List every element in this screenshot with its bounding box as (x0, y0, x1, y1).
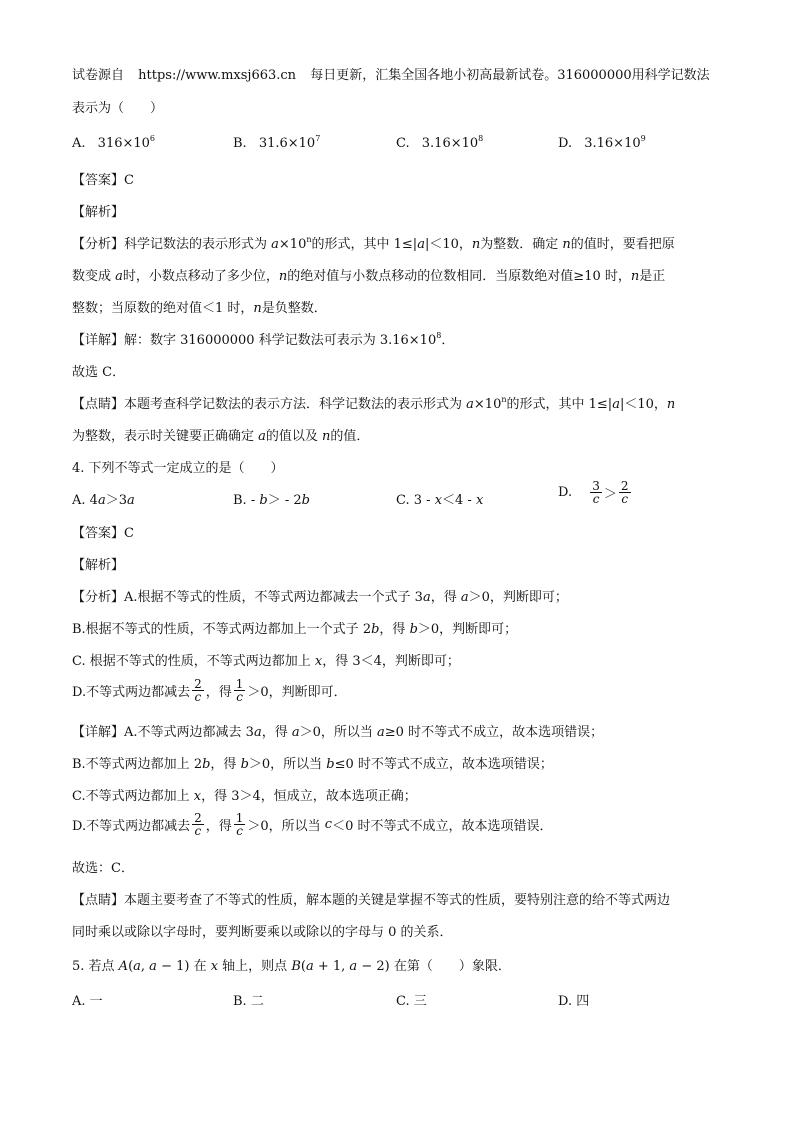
q3-xiangjie: 【详解】解：数字 316000000 科学记数法可表示为 $3.16\times 10^8$． (72, 331, 455, 348)
q3-dianjing-line-2: 为整数，表示时关键要正确确定 a的值以及 n的值． (72, 429, 370, 444)
q3-dianjing-line-1: 【点睛】本题考查科学记数法的表示方法．科学记数法的表示形式为 $a\times 10^n$的形式，其中 1≤|a|＜10，n (72, 395, 676, 412)
q4-dianjing-line-1: 【点睛】本题主要考查了不等式的性质，解本题的关键是掌握不等式的性质，要特别注意的给不等式两边 (72, 893, 671, 908)
option-exponent: 9 (640, 134, 646, 143)
q3-option-d[interactable] (558, 136, 646, 152)
q3-answer: 【答案】C (72, 173, 134, 188)
q4-option-d[interactable]: D. $\frac{3}{c}$ ＞ $\frac{2}{c}$ (558, 479, 629, 506)
option-exponent: 7 (315, 134, 321, 143)
q3-fenxi-line-1: 【分析】科学记数法的表示形式为 $a\times 10^n$的形式，其中 1≤|a|＜10，n为整数．确定 n的值时，要看把原 (72, 235, 675, 252)
q4-option-a[interactable]: A. 4a＞3a (72, 493, 135, 508)
source-label: 试卷源自 (72, 68, 125, 83)
q4-stem: 4. 下列不等式一定成立的是（ ） (72, 461, 284, 476)
fraction: $\frac{2}{c}$ (194, 677, 202, 704)
q5-option-a[interactable]: A. 一 (72, 994, 103, 1009)
q3-fenxi-line-2: 数变成 a时，小数点移动了多少位，n的绝对值与小数点移动的位数相同．当原数绝对值≥10 时，n是正 (72, 269, 666, 284)
q4-choose: 故选：C． (72, 861, 134, 876)
q3-option-b[interactable] (233, 136, 320, 152)
source-url-link[interactable]: https://www.mxsj663.cn (138, 68, 297, 83)
q4-fenxi-b: B.根据不等式的性质，不等式两边都加上一个式子 2b，得 b＞0，判断即可； (72, 622, 518, 637)
q4-fenxi-a: 【分析】A.根据不等式的性质，不等式两边都减去一个式子 3a，得 a＞0，判断即可； (72, 590, 568, 605)
fraction: $\frac{1}{c}$ (235, 677, 244, 704)
option-value: 3.16×10 (421, 136, 479, 151)
fraction: $\frac{3}{c}$ (592, 479, 600, 506)
q4-xiangjie-a: 【详解】A.不等式两边都减去 3a，得 a＞0，所以当 a≥0 时不等式不成立，故本选项错误； (72, 725, 604, 740)
fraction: $\frac{2}{c}$ (194, 811, 202, 838)
q4-fenxi-c: C. 根据不等式的性质，不等式两边都加上 x，得 3＜4，判断即可； (72, 654, 460, 669)
option-exponent: 8 (478, 134, 484, 143)
q3-stem-text: 316000000用科学记数法 (557, 68, 710, 83)
q3-fenxi-line-3: 整数；当原数的绝对值＜1 时，n是负整数． (72, 301, 327, 316)
q3-option-c[interactable] (396, 136, 483, 152)
q4-answer: 【答案】C (72, 526, 134, 541)
q4-xiangjie-d: D.不等式两边都减去 $\frac{2}{c}$ ，得 $\frac{1}{c}$ ＞0，所以当 c＜0 时不等式不成立，故本选项错误． (72, 811, 553, 838)
option-label: A. (72, 136, 86, 151)
option-label: D. (558, 136, 573, 151)
slogan-text: 每日更新，汇集全国各地小初高最新试卷。 (310, 68, 558, 83)
q4-xiangjie-c: C.不等式两边都加上 x，得 3＞4，恒成立，故本选项正确； (72, 789, 417, 804)
fraction: $\frac{1}{c}$ (235, 811, 244, 838)
q4-analysis-title: 【解析】 (72, 558, 125, 573)
q3-option-a[interactable] (72, 136, 155, 152)
q4-option-c[interactable]: C. 3 - x＜4 - x (396, 493, 484, 508)
q3-choose: 故选 C． (72, 365, 126, 380)
q5-option-b[interactable]: B. 二 (233, 994, 264, 1009)
q4-xiangjie-b: B.不等式两边都加上 2b，得 b＞0，所以当 b≤0 时不等式不成立，故本选项错误； (72, 757, 553, 772)
option-value: 31.6×10 (258, 136, 316, 151)
option-label: B. (233, 136, 247, 151)
q3-stem-cont: 表示为（ ） (72, 101, 164, 116)
q4-option-b[interactable]: B. - b＞ - 2b (233, 493, 310, 508)
q3-analysis-title: 【解析】 (72, 205, 125, 220)
option-exponent: 6 (149, 134, 156, 143)
q5-option-c[interactable]: C. 三 (396, 994, 427, 1009)
q5-stem: 5. 若点 A(a, a − 1) 在 x 轴上，则点 B(a + 1, a − 2) 在第（ ）象限． (72, 959, 511, 974)
header-line (72, 68, 710, 84)
option-value: 3.16×10 (584, 136, 641, 151)
option-label: C. (396, 136, 410, 151)
q4-fenxi-d: D.不等式两边都减去 $\frac{2}{c}$ ，得 $\frac{1}{c}$ ＞0，判断即可． (72, 677, 347, 704)
fraction: $\frac{2}{c}$ (620, 479, 629, 506)
option-value: 316×10 (97, 136, 150, 151)
q4-dianjing-line-2: 同时乘以或除以字母时，要判断要乘以或除以的字母与 0 的关系． (72, 925, 453, 940)
q5-option-d[interactable]: D. 四 (558, 994, 590, 1009)
